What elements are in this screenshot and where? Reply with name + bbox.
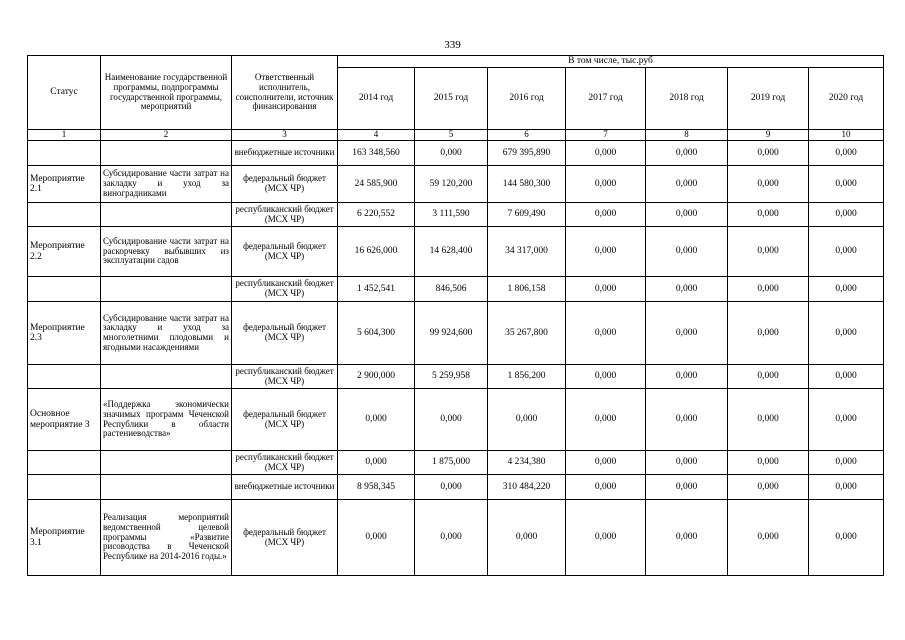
row-value: 0,000 (809, 475, 884, 500)
row-status: Мероприятие 3.1 (28, 500, 101, 576)
row-value: 0,000 (646, 166, 728, 203)
row-name (101, 451, 232, 475)
row-name: Субсидирование части затрат на закладку и уход за многолетними плодовыми и ягодными насаждениями (101, 302, 232, 365)
column-number: 3 (232, 130, 338, 141)
budget-table (27, 55, 884, 576)
row-value: 0,000 (646, 227, 728, 277)
row-value: 163 348,560 (338, 141, 415, 166)
row-value: 0,000 (646, 203, 728, 227)
row-value: 0,000 (728, 451, 809, 475)
row-value: 0,000 (728, 302, 809, 365)
row-value: 0,000 (809, 389, 884, 451)
row-value: 0,000 (728, 389, 809, 451)
column-number: 1 (28, 130, 101, 141)
row-value: 0,000 (728, 203, 809, 227)
row-value: 0,000 (646, 389, 728, 451)
table-body (28, 141, 884, 576)
row-status (28, 475, 101, 500)
row-status (28, 203, 101, 227)
column-number: 9 (728, 130, 809, 141)
table-row (28, 500, 884, 576)
row-funding-source: федеральный бюджет (МСХ ЧР) (232, 389, 338, 451)
row-value: 4 234,380 (488, 451, 566, 475)
row-value: 0,000 (646, 365, 728, 389)
column-number: 4 (338, 130, 415, 141)
row-value: 679 395,890 (488, 141, 566, 166)
table-row (28, 451, 884, 475)
row-value: 0,000 (809, 500, 884, 576)
row-value: 846,506 (415, 277, 488, 302)
row-value: 1 806,158 (488, 277, 566, 302)
row-value: 0,000 (728, 227, 809, 277)
row-value: 0,000 (566, 365, 646, 389)
row-status (28, 365, 101, 389)
table-row (28, 277, 884, 302)
row-value: 5 259,958 (415, 365, 488, 389)
row-value: 1 875,000 (415, 451, 488, 475)
header-year: 2016 год (488, 68, 566, 130)
row-value: 59 120,200 (415, 166, 488, 203)
row-value: 0,000 (728, 277, 809, 302)
row-value: 35 267,800 (488, 302, 566, 365)
row-funding-source: республиканский бюджет (МСХ ЧР) (232, 365, 338, 389)
column-number: 5 (415, 130, 488, 141)
row-value: 0,000 (415, 389, 488, 451)
table-row (28, 389, 884, 451)
row-value: 3 111,590 (415, 203, 488, 227)
row-value: 0,000 (566, 166, 646, 203)
row-funding-source: федеральный бюджет (МСХ ЧР) (232, 302, 338, 365)
row-value: 0,000 (566, 389, 646, 451)
row-name: Субсидирование части затрат на раскорчевку выбывших из эксплуатации садов (101, 227, 232, 277)
row-value: 0,000 (566, 227, 646, 277)
row-value: 16 626,000 (338, 227, 415, 277)
row-value: 0,000 (646, 500, 728, 576)
row-value: 0,000 (646, 475, 728, 500)
row-value: 0,000 (809, 141, 884, 166)
row-value: 0,000 (488, 389, 566, 451)
header-responsible: Ответственный исполнитель, соисполнители, источник финансирования (232, 56, 338, 130)
row-value: 0,000 (809, 227, 884, 277)
row-value: 24 585,900 (338, 166, 415, 203)
row-value: 0,000 (566, 141, 646, 166)
row-value: 5 604,300 (338, 302, 415, 365)
table-row (28, 302, 884, 365)
header-year: 2015 год (415, 68, 488, 130)
row-value: 2 900,000 (338, 365, 415, 389)
row-value: 0,000 (338, 389, 415, 451)
column-number: 7 (566, 130, 646, 141)
table-row (28, 475, 884, 500)
header-year: 2017 год (566, 68, 646, 130)
header-status: Статус (28, 56, 101, 130)
row-funding-source: внебюджетные источники (232, 475, 338, 500)
row-value: 0,000 (809, 365, 884, 389)
table-row (28, 227, 884, 277)
row-value: 0,000 (415, 141, 488, 166)
row-value: 0,000 (566, 302, 646, 365)
row-funding-source: внебюджетные источники (232, 141, 338, 166)
row-name (101, 365, 232, 389)
row-status: Мероприятие 2.2 (28, 227, 101, 277)
row-value: 8 958,345 (338, 475, 415, 500)
row-value: 0,000 (488, 500, 566, 576)
row-value: 6 220,552 (338, 203, 415, 227)
header-year: 2019 год (728, 68, 809, 130)
row-status: Мероприятие 2.3 (28, 302, 101, 365)
row-value: 0,000 (728, 475, 809, 500)
row-value: 0,000 (566, 451, 646, 475)
row-status (28, 451, 101, 475)
row-value: 1 856,200 (488, 365, 566, 389)
row-funding-source: республиканский бюджет (МСХ ЧР) (232, 451, 338, 475)
row-funding-source: республиканский бюджет (МСХ ЧР) (232, 277, 338, 302)
row-name: Реализация мероприятий ведомственной целевой программы «Развитие рисоводства в Чеченской Республике на 2014-2016 годы.» (101, 500, 232, 576)
row-funding-source: федеральный бюджет (МСХ ЧР) (232, 166, 338, 203)
row-value: 0,000 (809, 166, 884, 203)
row-value: 0,000 (728, 500, 809, 576)
row-value: 0,000 (415, 500, 488, 576)
row-value: 0,000 (728, 141, 809, 166)
row-value: 14 628,400 (415, 227, 488, 277)
row-name (101, 277, 232, 302)
row-value: 0,000 (566, 500, 646, 576)
row-value: 0,000 (809, 277, 884, 302)
header-name: Наименование государственной программы, подпрограммы государственной программы, мероприятий (101, 56, 232, 130)
row-status: Мероприятие 2.1 (28, 166, 101, 203)
row-status (28, 141, 101, 166)
table-row (28, 365, 884, 389)
row-value: 144 580,300 (488, 166, 566, 203)
row-funding-source: федеральный бюджет (МСХ ЧР) (232, 227, 338, 277)
row-status: Основное мероприятие 3 (28, 389, 101, 451)
row-value: 7 609,490 (488, 203, 566, 227)
table-row (28, 166, 884, 203)
row-status (28, 277, 101, 302)
row-value: 1 452,541 (338, 277, 415, 302)
row-value: 0,000 (809, 451, 884, 475)
header-year: 2018 год (646, 68, 728, 130)
column-number: 10 (809, 130, 884, 141)
header-year: 2020 год (809, 68, 884, 130)
header-group: В том числе, тыс.руб (338, 56, 884, 68)
row-value: 0,000 (566, 277, 646, 302)
row-name (101, 203, 232, 227)
row-value: 0,000 (646, 141, 728, 166)
row-value: 0,000 (415, 475, 488, 500)
row-value: 0,000 (566, 203, 646, 227)
row-value: 0,000 (809, 203, 884, 227)
header-year: 2014 год (338, 68, 415, 130)
row-value: 0,000 (809, 302, 884, 365)
row-value: 34 317,000 (488, 227, 566, 277)
row-value: 0,000 (646, 451, 728, 475)
row-value: 99 924,600 (415, 302, 488, 365)
row-value: 0,000 (728, 166, 809, 203)
row-name (101, 141, 232, 166)
row-value: 0,000 (646, 302, 728, 365)
row-name (101, 475, 232, 500)
row-value: 310 484,220 (488, 475, 566, 500)
row-value: 0,000 (728, 365, 809, 389)
page-number: 339 (444, 39, 461, 51)
row-value: 0,000 (566, 475, 646, 500)
table-row (28, 141, 884, 166)
column-number: 2 (101, 130, 232, 141)
column-number: 8 (646, 130, 728, 141)
column-number: 6 (488, 130, 566, 141)
row-name: «Поддержка экономически значимых программ Чеченской Республики в области растениеводства» (101, 389, 232, 451)
table-row (28, 203, 884, 227)
row-value: 0,000 (338, 451, 415, 475)
row-funding-source: республиканский бюджет (МСХ ЧР) (232, 203, 338, 227)
row-name: Субсидирование части затрат на закладку и уход за виноградниками (101, 166, 232, 203)
row-value: 0,000 (338, 500, 415, 576)
row-value: 0,000 (646, 277, 728, 302)
row-funding-source: федеральный бюджет (МСХ ЧР) (232, 500, 338, 576)
